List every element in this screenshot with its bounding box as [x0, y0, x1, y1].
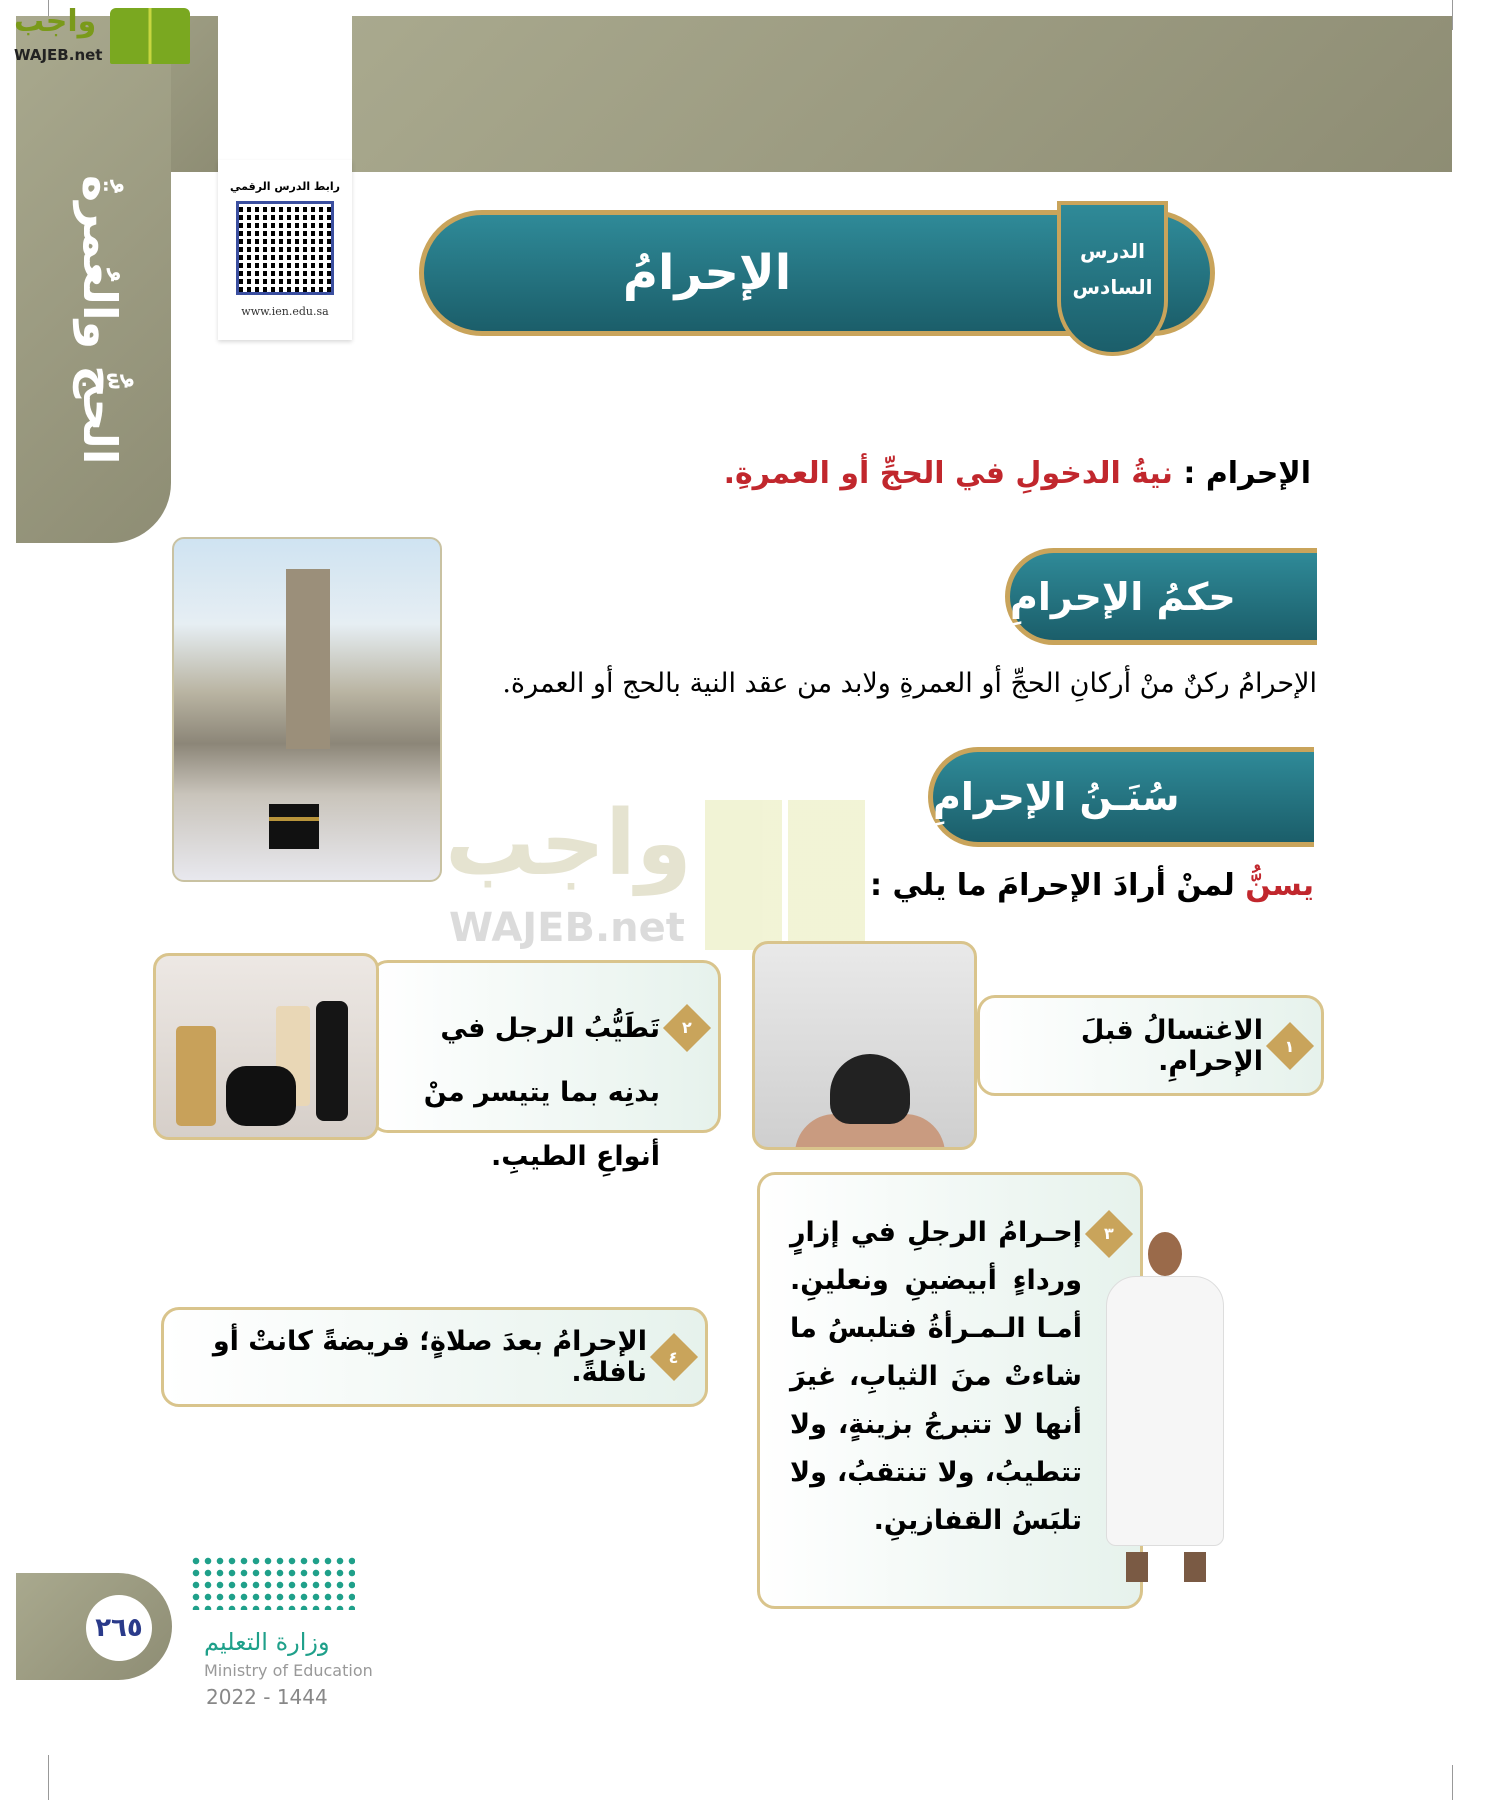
item-number: ٤ — [669, 1347, 679, 1367]
crop-mark — [1452, 0, 1453, 30]
hukm-heading: حكمُ الإحرامِ — [1010, 574, 1236, 619]
ihram-man-photo — [1096, 1222, 1234, 1590]
item-number: ٢ — [682, 1018, 692, 1038]
definition — [724, 456, 1311, 491]
hukm-text: الإحرامُ ركنٌ منْ أركانِ الحجِّ أو العمرةِ ولابد من عقد النية بالحج أو العمرة. — [502, 668, 1317, 699]
lesson-title: الإحرامُ — [622, 245, 792, 301]
wajeb-watermark — [445, 790, 865, 960]
kaaba — [269, 804, 319, 849]
bottle — [176, 1026, 216, 1126]
star-number-icon — [663, 1004, 711, 1052]
ministry-ar: وزارة التعليم — [204, 1628, 330, 1656]
item-text: إحـرامُ الرجلِ في إزارٍ ورداءٍ أبيضينِ ونعلينِ. أمـا الـمـرأةُ فتلبسُ ما شاءتْ منَ الثيابِ، غيرَ أنها لا تتبرجُ بزينةٍ، ولا تتطيبُ، ولا تنتقبُ، ولا تلبَسُ القفازينِ. — [790, 1217, 1082, 1536]
crop-mark — [48, 1755, 49, 1800]
bottle — [226, 1066, 296, 1126]
lesson-badge-line2: السادس — [1072, 275, 1153, 299]
star-number-icon — [650, 1333, 698, 1381]
bottle — [316, 1001, 348, 1121]
unit-title: الحجُّ والعُمرةُ — [73, 175, 127, 465]
lesson-badge-line1: الدرس — [1079, 239, 1146, 263]
wajeb-logo-en: WAJEB.net — [14, 46, 103, 64]
watermark-en: WAJEB.net — [449, 905, 685, 951]
definition-text: نيةُ الدخولِ في الحجِّ أو العمرةِ. — [723, 456, 1173, 491]
wajeb-logo[interactable] — [10, 4, 190, 66]
sunan-heading: سُنَـنُ الإحرامِ — [933, 775, 1180, 819]
sunan-intro — [870, 868, 1314, 903]
sunan-intro-text: لمنْ أرادَ الإحرامَ ما يلي : — [870, 868, 1235, 903]
ministry-dots-icon — [190, 1555, 355, 1610]
watermark-ar: واجب — [445, 791, 692, 896]
sandals — [1126, 1552, 1206, 1582]
sunan-item-1 — [977, 995, 1324, 1096]
page-number: ٢٦٥ — [86, 1595, 152, 1661]
header-band — [352, 16, 1452, 172]
year: 2022 - 1444 — [206, 1685, 328, 1709]
sunan-item-4 — [161, 1307, 708, 1407]
head — [830, 1054, 910, 1124]
ministry-en: Ministry of Education — [204, 1661, 373, 1680]
sunan-intro-red: يسنُّ — [1245, 868, 1314, 903]
qr-label: رابط الدرس الرقمي — [230, 180, 340, 193]
kaaba-photo — [172, 537, 442, 882]
perfume-photo — [153, 953, 379, 1140]
clock-tower — [286, 569, 330, 749]
wajeb-logo-ar: واجب — [14, 4, 97, 39]
ihram-robe — [1106, 1276, 1224, 1546]
shower-photo — [752, 941, 977, 1150]
qr-url[interactable]: www.ien.edu.sa — [241, 305, 329, 318]
sunan-heading-banner — [928, 747, 1314, 847]
book-icon — [705, 800, 865, 950]
item-number: ٣ — [1104, 1224, 1114, 1244]
item-text: الاغتسالُ قبلَ الإحرامِ. — [1080, 1014, 1263, 1077]
head — [1148, 1232, 1182, 1276]
book-icon — [110, 8, 190, 64]
qr-card[interactable] — [218, 160, 352, 340]
ministry-logo — [184, 1555, 384, 1715]
item-text: تَطَيُّبُ الرجل في بدنِه بما يتيسر منْ أنواعِ الطيبِ. — [423, 1013, 660, 1172]
item-number: ١ — [1285, 1036, 1295, 1056]
hukm-heading-banner — [1005, 548, 1317, 645]
star-number-icon — [1266, 1021, 1314, 1069]
crop-mark — [1452, 1765, 1453, 1800]
definition-term: الإحرام : — [1183, 456, 1311, 491]
item-text: الإحرامُ بعدَ صلاةٍ؛ فريضةً كانتْ أو نافلةً. — [212, 1326, 647, 1388]
lesson-badge — [1057, 201, 1168, 356]
sunan-item-3 — [757, 1172, 1143, 1609]
qr-code-icon[interactable] — [236, 201, 334, 295]
sunan-item-2 — [370, 960, 721, 1172]
